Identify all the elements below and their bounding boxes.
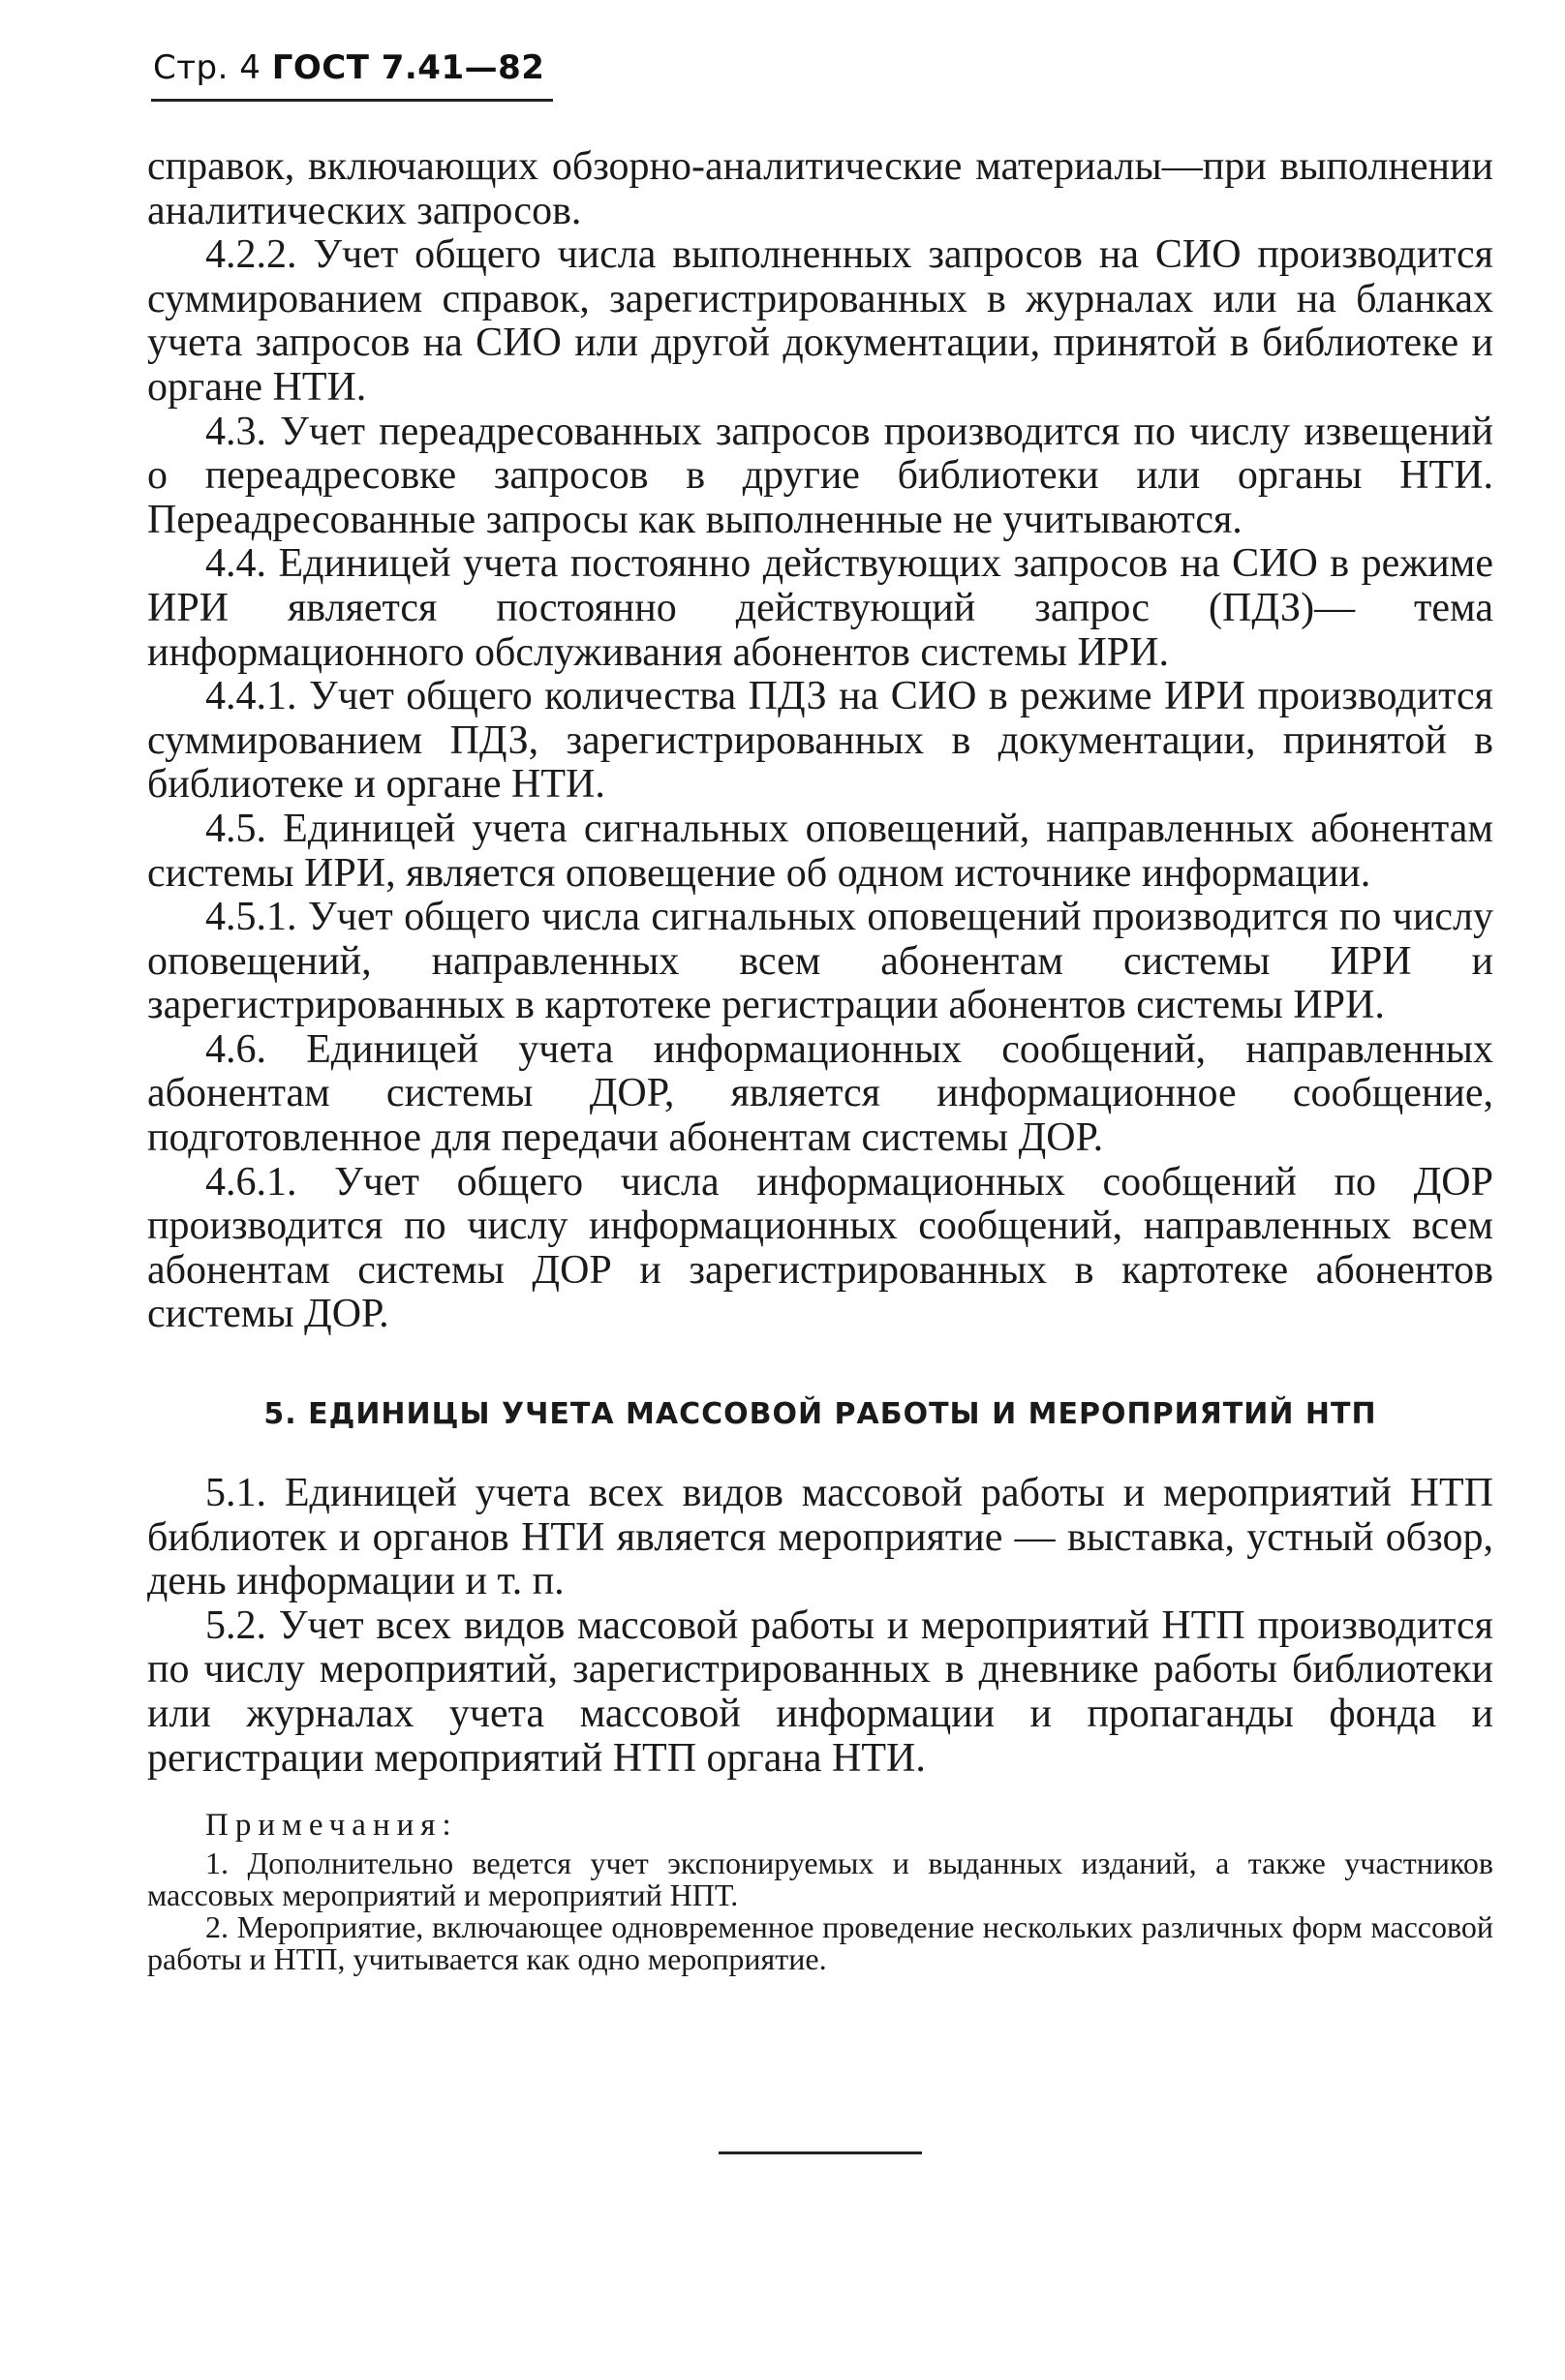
paragraph-4-3: 4.3. Учет переадресованных запросов производится по числу извещений о переадресовке запросов в другие библиотеки или органы НТИ. Переадресованные запросы как выполненные не учитываются. xyxy=(147,409,1493,542)
note-1: 1. Дополнительно ведется учет экспонируемых и выданных изданий, а также участников массовых мероприятий и мероприятий НПТ. xyxy=(147,1846,1493,1913)
paragraph-5-2: 5.2. Учет всех видов массовой работы и мероприятий НТП производится по числу мероприятий, зарегистрированных в дневнике работы библиотеки или журналах учета массовой информации и пропаганды фонда и регистрации мероприятий НТП органа НТИ. xyxy=(147,1602,1493,1781)
paragraph-4-6: 4.6. Единицей учета информационных сообщений, направленных абонентам системы ДОР, является информационное сообщение, подготовленное для передачи абонентам системы ДОР. xyxy=(147,1026,1493,1161)
paragraph-continuation: справок, включающих обзорно-аналитические материалы—при выполнении аналитических запросов. xyxy=(147,144,1493,233)
note-2: 2. Мероприятие, включающее одновременное проведение нескольких различных форм массовой работы и НТП, учитывается как одно мероприятие. xyxy=(147,1909,1493,1977)
page-header xyxy=(153,48,544,87)
page-number-label: Стр. 4 xyxy=(153,48,261,87)
header-rule xyxy=(151,99,553,102)
standard-designation: ГОСТ 7.41—82 xyxy=(271,48,545,87)
paragraph-4-2-2: 4.2.2. Учет общего числа выполненных запросов на СИО производится суммированием справок, зарегистрированных в журналах или на бланках учета запросов на СИО или другой документации, принятой в библиотеке и органе НТИ. xyxy=(147,232,1493,410)
section-5-title: 5. ЕДИНИЦЫ УЧЕТА МАССОВОЙ РАБОТЫ И МЕРОПРИЯТИЙ НТП xyxy=(263,1397,1377,1432)
body-text xyxy=(147,145,1493,1975)
paragraph-4-4: 4.4. Единицей учета постоянно действующих запросов на СИО в режиме ИРИ является постоянно действующий запрос (ПДЗ)— тема информационного обслуживания абонентов системы ИРИ. xyxy=(147,541,1493,675)
paragraph-4-4-1: 4.4.1. Учет общего количества ПДЗ на СИО в режиме ИРИ производится суммированием ПДЗ, зарегистрированных в документации, принятой в библиотеке и органе НТИ. xyxy=(147,674,1493,808)
notes-heading: Примечания: xyxy=(205,1808,458,1844)
paragraph-5-1: 5.1. Единицей учета всех видов массовой работы и мероприятий НТП библиотек и органов НТИ является мероприятие — выставка, устный обзор, день информации и т. п. xyxy=(147,1471,1493,1604)
paragraph-4-6-1: 4.6.1. Учет общего числа информационных сообщений по ДОР производится по числу информационных сообщений, направленных всем абонентам системы ДОР и зарегистрированных в картотеке абонентов системы ДОР. xyxy=(147,1159,1493,1337)
paragraph-4-5: 4.5. Единицей учета сигнальных оповещений, направленных абонентам системы ИРИ, является оповещение об одном источнике информации. xyxy=(147,806,1493,896)
end-rule xyxy=(719,2151,922,2154)
paragraph-4-5-1: 4.5.1. Учет общего числа сигнальных оповещений производится по числу оповещений, направленных всем абонентам системы ИРИ и зарегистрированных в картотеке регистрации абонентов системы ИРИ. xyxy=(147,895,1493,1028)
